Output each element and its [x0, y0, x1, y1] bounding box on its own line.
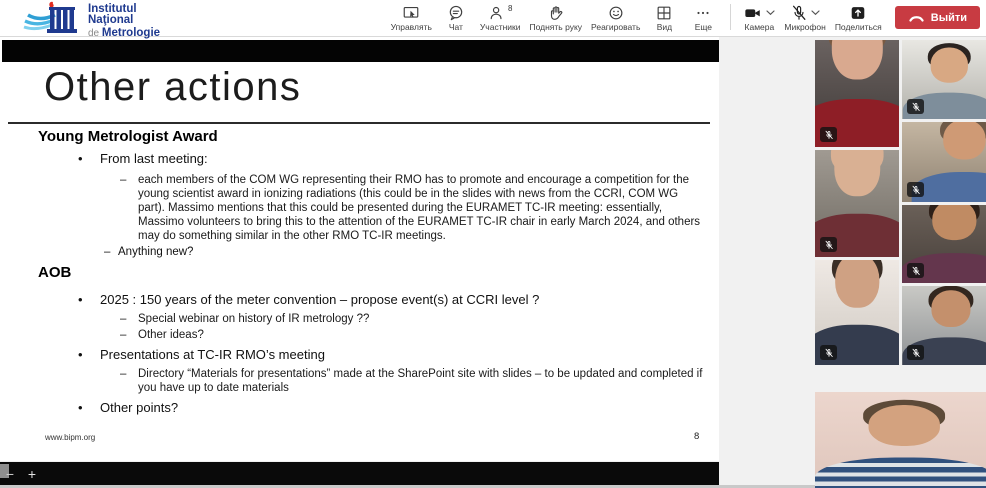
shared-slide — [0, 37, 719, 461]
slide-sub-bullet — [0, 173, 719, 243]
mic-muted-badge — [907, 182, 924, 197]
slide-top-bar — [2, 40, 719, 62]
toolbar-item-label: Поделиться — [834, 22, 882, 32]
bullet-marker: – — [120, 329, 127, 341]
view-grid-icon — [655, 4, 673, 22]
avatar-head — [834, 150, 879, 196]
bullet-text: Directory “Materials for presentations” made at the SharePoint site with slides – to be updated and completed if you have up to date materials — [138, 368, 703, 394]
video-tile[interactable] — [815, 40, 899, 147]
toolbar-item-label: Чат — [448, 22, 463, 32]
slide-sub-bullet — [0, 328, 719, 342]
avatar-head — [943, 122, 985, 160]
bullet-text: Other ideas? — [138, 329, 204, 341]
zoom-out-button[interactable]: − — [2, 462, 18, 485]
mic-muted-icon — [790, 4, 808, 22]
slide-bullet — [0, 347, 719, 363]
logo-line3: Metrologie — [101, 27, 161, 39]
avatar-head — [835, 260, 879, 308]
react-smiley-icon — [607, 4, 625, 22]
mic-muted-badge — [907, 99, 924, 114]
screen-zoom-bar — [0, 462, 719, 485]
slide-sub-bullet — [0, 367, 719, 395]
avatar-head — [932, 205, 976, 240]
toolbar-item-label: Вид — [656, 22, 673, 32]
slide-sub-bullet — [0, 245, 719, 259]
participant-avatar — [815, 392, 986, 488]
inm-logo — [22, 1, 160, 39]
video-tile[interactable] — [902, 205, 986, 283]
toolbar-item-mic[interactable] — [784, 3, 825, 32]
bullet-text: Other points? — [100, 400, 179, 415]
slide-heading: AOB — [38, 264, 72, 281]
toolbar-divider — [730, 4, 731, 30]
share-screen-icon — [849, 4, 867, 22]
video-tile[interactable] — [902, 122, 986, 202]
toolbar-item-chat[interactable] — [441, 3, 471, 32]
mic-muted-badge — [907, 263, 924, 278]
bullet-marker: • — [78, 292, 83, 307]
top-bar — [0, 0, 986, 37]
toolbar-item-raise-hand[interactable] — [530, 3, 583, 32]
toolbar-item-camera[interactable] — [743, 3, 775, 32]
toolbar-item-label: Реагировать — [591, 22, 641, 32]
toolbar-item-share[interactable] — [835, 3, 882, 32]
logo-line2: Naţional — [88, 14, 134, 26]
bullet-marker: – — [120, 174, 127, 186]
slide-bullet — [0, 400, 719, 416]
slide-sub-bullet — [0, 312, 719, 326]
bullet-text: Special webinar on history of IR metrology ?? — [138, 313, 370, 325]
slide-content — [0, 128, 719, 416]
bullet-text: Presentations at TC-IR RMO’s meeting — [100, 347, 325, 362]
toolbar-item-label: Камера — [744, 22, 775, 32]
toolbar-item-react[interactable] — [591, 3, 640, 32]
video-tile[interactable] — [815, 150, 899, 257]
hang-up-icon — [908, 13, 925, 23]
mic-muted-badge — [820, 127, 837, 142]
inm-logo-icon — [22, 1, 84, 37]
bullet-text: 2025 : 150 years of the meter convention – propose event(s) at CCRI level ? — [100, 292, 540, 307]
bullet-text: Anything new? — [118, 246, 194, 258]
video-tile[interactable] — [902, 40, 986, 119]
bullet-marker: • — [78, 400, 83, 415]
bullet-marker: – — [104, 246, 111, 258]
mic-muted-badge — [907, 345, 924, 360]
leave-button[interactable] — [895, 6, 980, 29]
avatar-head — [832, 40, 882, 80]
participants-icon — [488, 4, 506, 22]
avatar-head — [931, 48, 968, 83]
avatar-head — [868, 405, 940, 445]
video-tile[interactable] — [902, 286, 986, 365]
chevron-down-icon[interactable] — [766, 10, 775, 16]
bullet-marker: • — [78, 347, 83, 362]
slide-bullet — [0, 151, 719, 167]
slide-divider-line — [8, 122, 710, 124]
slide-title: Other actions — [44, 65, 302, 109]
bullet-marker: – — [120, 313, 127, 325]
mic-muted-badge — [820, 237, 837, 252]
video-tile[interactable] — [815, 260, 899, 365]
bullet-text: From last meeting: — [100, 151, 208, 166]
toolbar-item-participants[interactable] — [480, 3, 521, 32]
toolbar-item-manage[interactable] — [391, 3, 432, 32]
mic-muted-badge — [820, 345, 837, 360]
toolbar-item-view[interactable] — [649, 3, 679, 32]
slide-footer-url: www.bipm.org — [45, 433, 96, 442]
zoom-in-button[interactable]: + — [24, 462, 40, 485]
toolbar-item-label: Микрофон — [784, 22, 826, 32]
toolbar-item-label: Еще — [694, 22, 713, 32]
chevron-down-icon[interactable] — [811, 10, 820, 16]
avatar-head — [931, 291, 970, 327]
bullet-marker: • — [78, 151, 83, 166]
logo-line1: Institutul — [88, 3, 137, 15]
bullet-marker: – — [120, 368, 127, 380]
more-dots-icon — [694, 4, 712, 22]
toolbar-item-more[interactable] — [688, 3, 718, 32]
slide-bullet — [0, 292, 719, 308]
slide-heading: Young Metrologist Award — [38, 128, 218, 145]
toolbar-item-label: Поднять руку — [529, 22, 583, 32]
leave-button-label: Выйти — [930, 11, 967, 24]
raise-hand-icon — [547, 4, 565, 22]
toolbar-item-label: Управлять — [390, 22, 432, 32]
slide-page-number: 8 — [694, 431, 700, 442]
chat-icon — [447, 4, 465, 22]
avatar-torso — [815, 458, 986, 488]
bullet-text: each members of the COM WG representing their RMO has to promote and encourage a competition for the young scientist award in ionizing radiations (this could be in the slides with news from the CCRI, COM WG part). Massimo mentions that this could be presented during the EURAMET TC-IR meeting: essentially, Massimo volunteers to bring this to the attention of the EURAMET TC-IR chair in early March 2024, and others may do something similar in the other RMO TC-IR meetings. — [138, 174, 701, 242]
meeting-toolbar — [391, 0, 980, 39]
participants-count-badge: 8 — [507, 4, 513, 13]
video-tile-active-speaker[interactable] — [815, 392, 986, 488]
screen-control-icon — [402, 4, 420, 22]
toolbar-item-label: Участники — [479, 22, 521, 32]
logo-line3-prefix: de — [88, 28, 102, 39]
camera-icon — [743, 4, 763, 22]
